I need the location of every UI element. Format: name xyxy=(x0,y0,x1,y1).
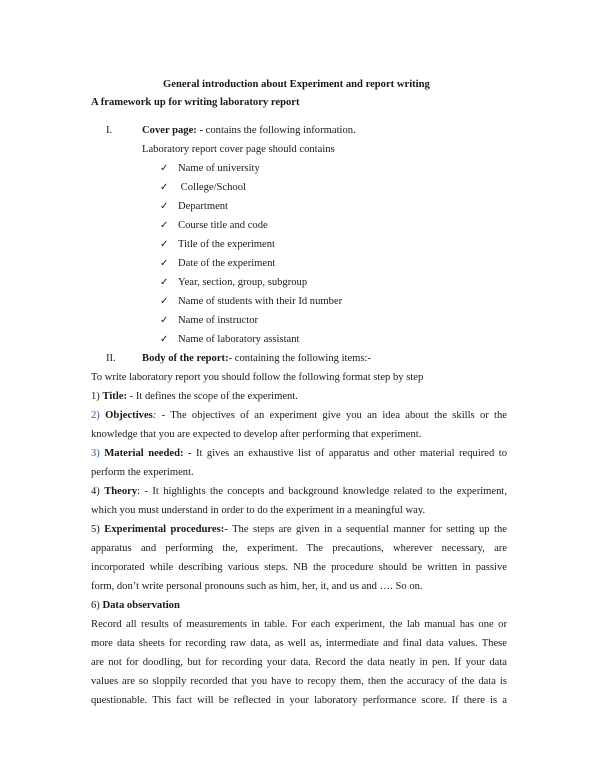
check-icon: ✓ xyxy=(160,315,169,326)
paragraph-line: Record all results of measurements in table. For each experiment, the lab manual has one or xyxy=(91,619,507,630)
paragraph-line: values are so sloppily recorded that you have to recopy them, then the accuracy of the data is xyxy=(91,676,507,687)
check-icon: ✓ xyxy=(160,220,169,231)
cover-intro: Laboratory report cover page should contains xyxy=(142,144,335,155)
list-item: Name of university xyxy=(178,163,260,174)
paragraph-line: questionable. This fact will be reflected in your laboratory performance score. If there is a xyxy=(91,695,507,706)
item-theory-cont: which you must understand in order to do the experiment in a meaningful way. xyxy=(91,505,426,516)
check-icon: ✓ xyxy=(160,201,169,212)
item-material-cont: perform the experiment. xyxy=(91,467,194,478)
item-theory: 4) Theory: - It highlights the concepts and background knowledge related to the experiment, xyxy=(91,486,507,497)
list-item: Date of the experiment xyxy=(178,258,276,269)
section-numeral-2: II. xyxy=(106,353,116,364)
item-procedures: 5) Experimental procedures:- The steps are given in a sequential manner for setting up the xyxy=(91,524,507,535)
list-item: Name of instructor xyxy=(178,315,259,326)
list-item: Name of laboratory assistant xyxy=(178,334,300,345)
section-heading-2: Body of the report:- containing the following items:- xyxy=(142,353,372,364)
list-item: College/School xyxy=(178,182,246,193)
section-numeral-1: I. xyxy=(106,125,113,136)
check-icon: ✓ xyxy=(160,296,169,307)
document-title: General introduction about Experiment and report writing xyxy=(163,79,430,90)
check-icon: ✓ xyxy=(160,334,169,345)
paragraph-line: are not for doodling, but for recording your data. Record the data neatly in pen. If your data xyxy=(91,657,507,668)
item-procedures-cont: apparatus and performing the, experiment. The precautions, wherever necessary, are xyxy=(91,543,507,554)
list-item: Course title and code xyxy=(178,220,268,231)
section-heading-1: Cover page: - contains the following information. xyxy=(142,125,356,136)
check-icon: ✓ xyxy=(160,239,169,250)
list-item: Title of the experiment xyxy=(178,239,275,250)
check-icon: ✓ xyxy=(160,277,169,288)
check-icon: ✓ xyxy=(160,182,169,193)
list-item: Name of students with their Id number xyxy=(178,296,343,307)
body-intro: To write laboratory report you should follow the following format step by step xyxy=(91,372,424,383)
list-item: Department xyxy=(178,201,229,212)
item-title: 1) Title: - It defines the scope of the experiment. xyxy=(91,391,298,402)
check-icon: ✓ xyxy=(160,163,169,174)
paragraph-line: more data sheets for recording raw data, as well as, intermediate and final data values. These xyxy=(91,638,507,649)
item-objectives-cont: knowledge that you are expected to develop after performing that experiment. xyxy=(91,429,422,440)
check-icon: ✓ xyxy=(160,258,169,269)
list-item: Year, section, group, subgroup xyxy=(178,277,308,288)
item-material: 3) Material needed: - It gives an exhaustive list of apparatus and other material required to xyxy=(91,448,507,459)
item-observation: 6) Data observation xyxy=(91,600,180,611)
document-subtitle: A framework up for writing laboratory report xyxy=(91,97,300,108)
item-objectives: 2) Objectives: - The objectives of an experiment give you an idea about the skills or the xyxy=(91,410,507,421)
item-procedures-cont: incorporated while describing various steps. NB the procedure should be written in passive xyxy=(91,562,507,573)
item-procedures-cont: form, don’t write personal pronouns such as him, her, it, and us and …. So on. xyxy=(91,581,423,592)
